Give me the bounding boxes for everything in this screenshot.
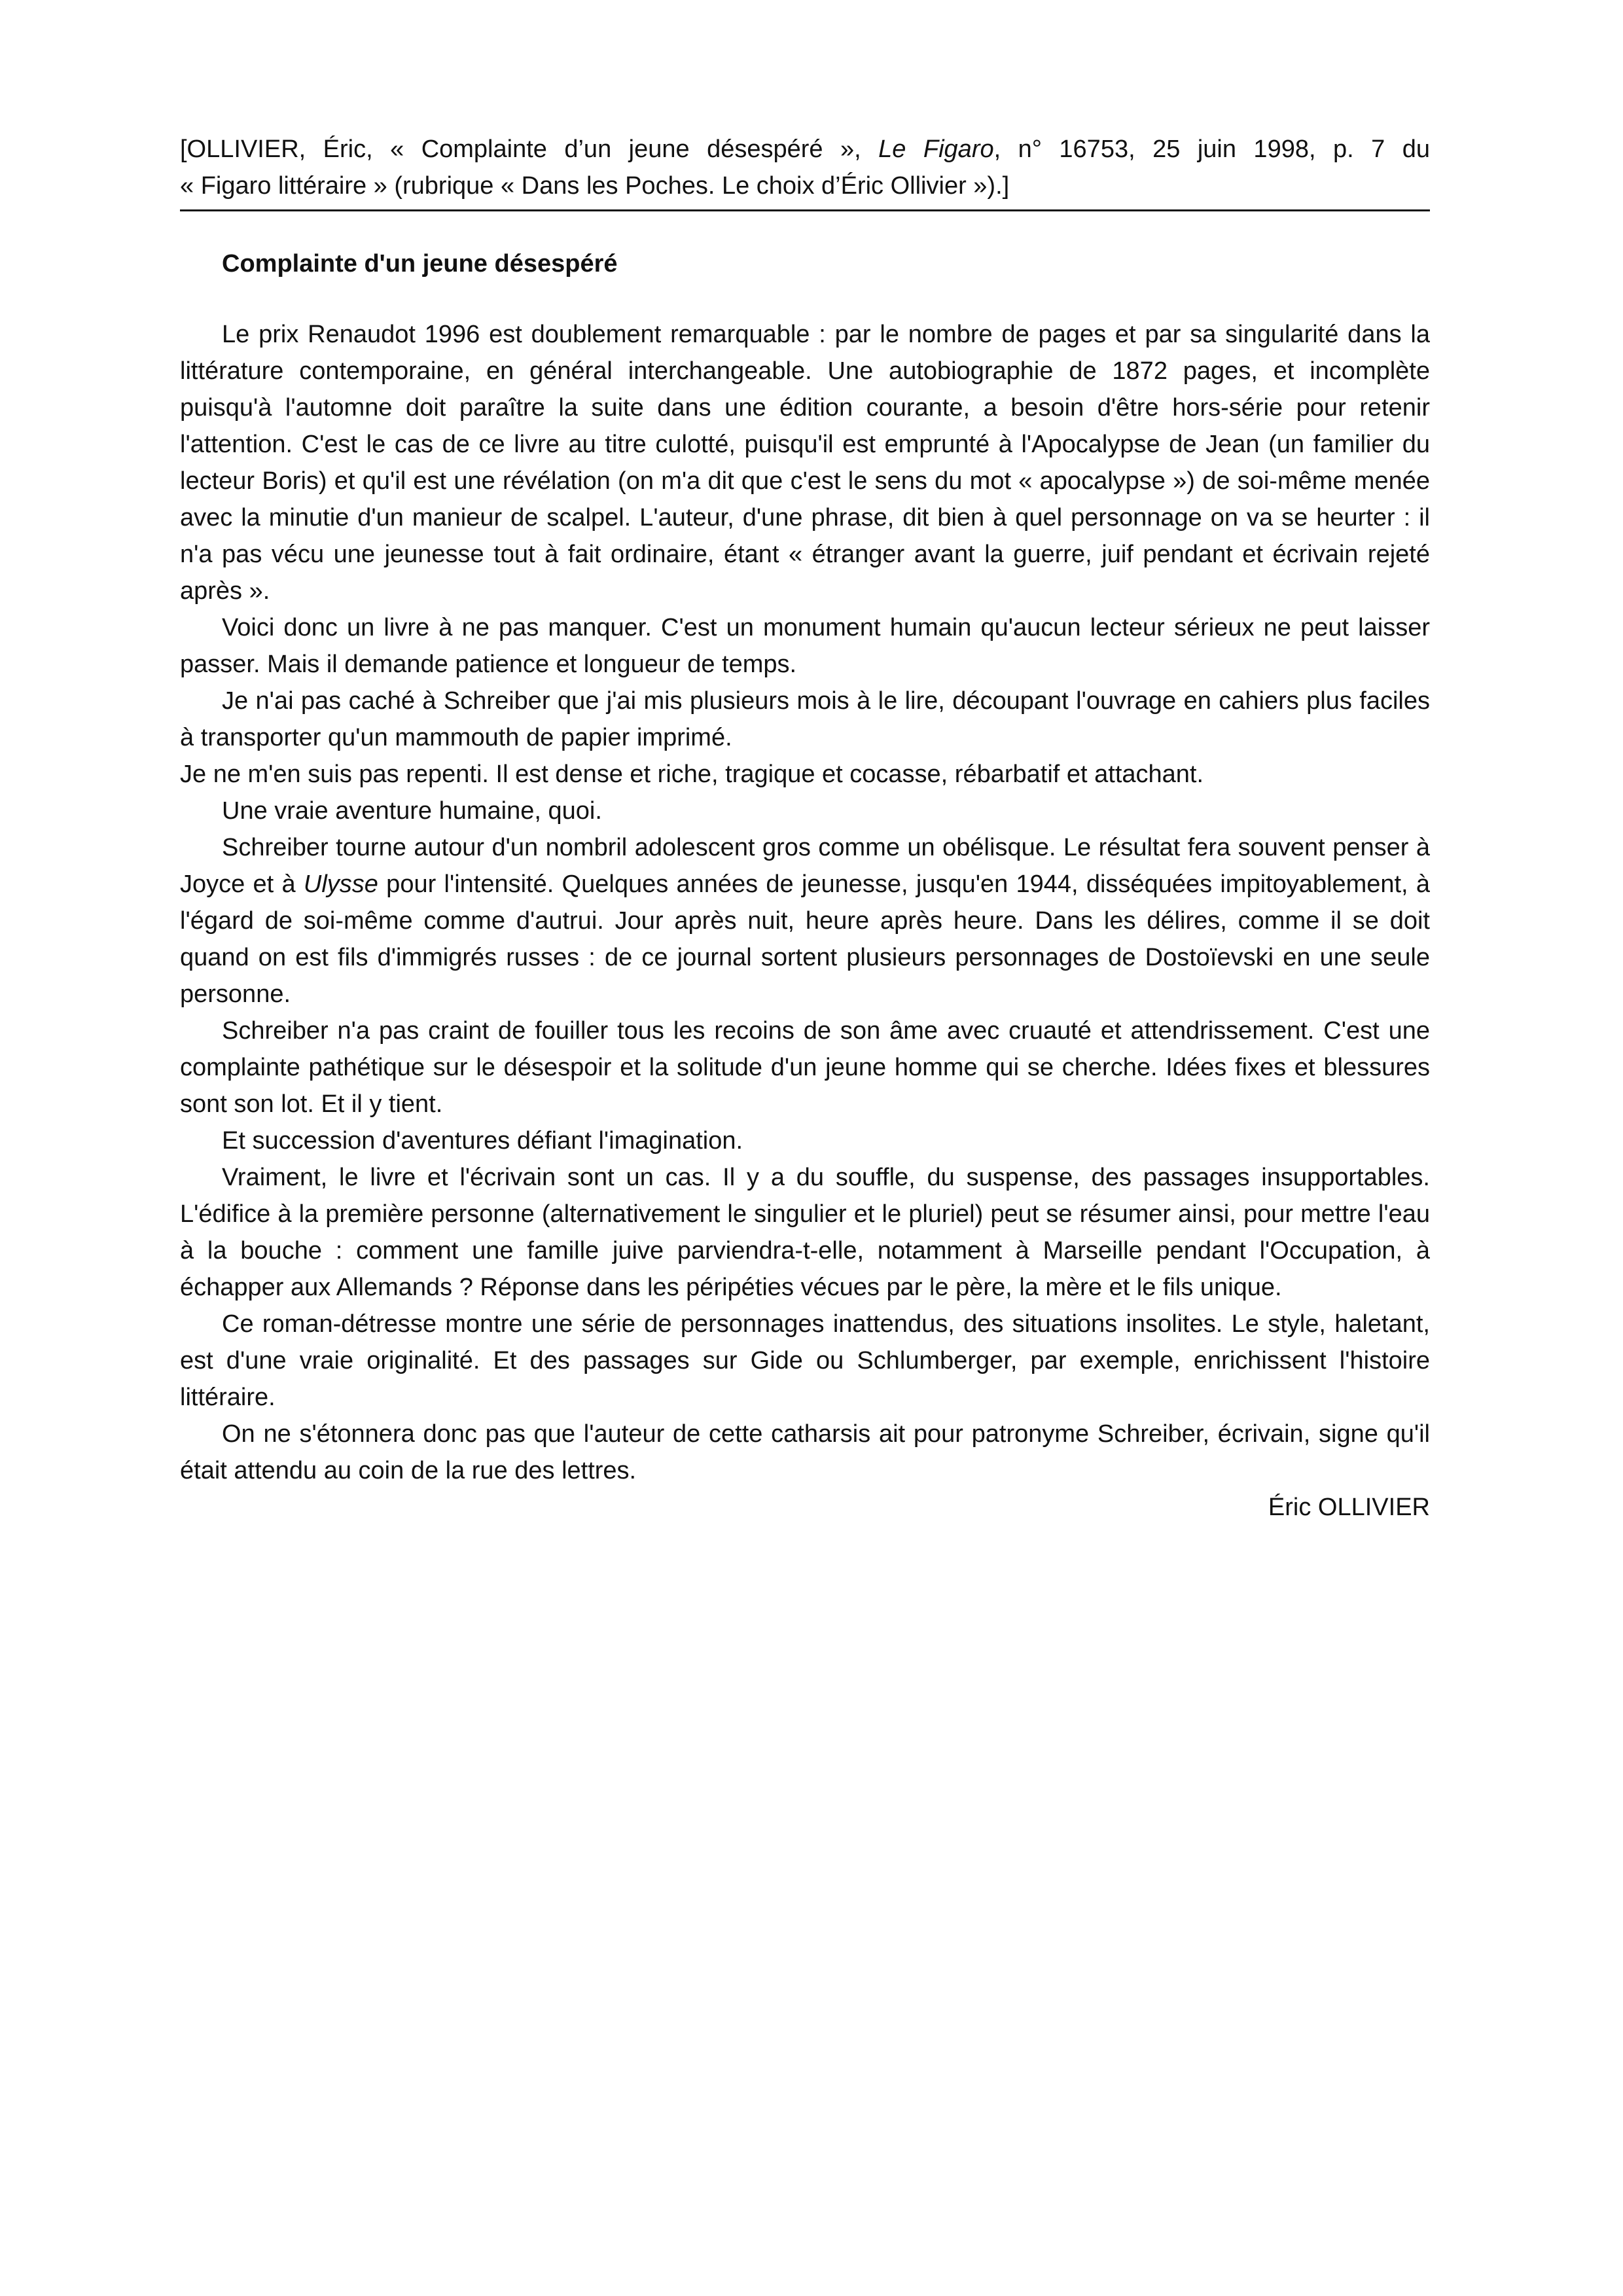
article-body bbox=[180, 316, 1430, 1526]
paragraph: Une vraie aventure humaine, quoi. bbox=[222, 797, 602, 825]
paragraph: Et succession d'aventures défiant l'imagination. bbox=[222, 1127, 743, 1155]
paragraph: On ne s'étonnera donc pas que l'auteur de cette catharsis ait pour patronyme Schreiber, écrivain, signe qu'il était attendu au coin de la rue des lettres. bbox=[180, 1420, 1430, 1484]
paragraph: Je ne m'en suis pas repenti. Il est dense et riche, tragique et cocasse, rébarbatif et attachant. bbox=[180, 761, 1204, 788]
paragraph bbox=[180, 829, 1430, 1013]
document-page bbox=[180, 131, 1430, 1526]
newspaper-title: Le Figaro bbox=[878, 135, 994, 163]
article-title: Complainte d'un jeune désespéré bbox=[222, 250, 618, 278]
paragraph-text: pour l'intensité. Quelques années de jeunesse, jusqu'en 1944, disséquées impitoyablement, à l'égard de soi-même comme d'autrui. Jour après nuit, heure après heure. Dans les délires, comme il se doit quand on est fils d'immigrés russes : de ce journal sortent plusieurs personnages de Dostoïevski en une seule personne. bbox=[180, 870, 1431, 1008]
paragraph: Voici donc un livre à ne pas manquer. C'est un monument humain qu'aucun lecteur sérieux ne peut laisser passer. Mais il demande patience et longueur de temps. bbox=[180, 614, 1430, 678]
paragraph: Ce roman-détresse montre une série de personnages inattendus, des situations insolites. Le style, haletant, est d'une vraie originalité. Et des passages sur Gide ou Schlumberger, par exemple, enrichissent l'histoire littéraire. bbox=[180, 1310, 1430, 1411]
book-title: Ulysse bbox=[303, 870, 378, 898]
author-signature: Éric OLLIVIER bbox=[1268, 1494, 1430, 1521]
bibliographic-citation bbox=[180, 131, 1430, 211]
paragraph-text: Schreiber tourne autour d'un nombril adolescent gros comme un obélisque. Le résultat fera souvent penser à Joyce et à bbox=[180, 834, 1430, 898]
citation-line-2: « Figaro littéraire » (rubrique « Dans les Poches. Le choix d’Éric Ollivier »).] bbox=[180, 172, 1010, 200]
paragraph: Schreiber n'a pas craint de fouiller tous les recoins de son âme avec cruauté et attendrissement. C'est une complainte pathétique sur le désespoir et la solitude d'un jeune homme qui se cherche. Idées fixes et blessures sont son lot. Et il y tient. bbox=[180, 1017, 1430, 1118]
paragraph: Je n'ai pas caché à Schreiber que j'ai mis plusieurs mois à le lire, découpant l'ouvrage en cahiers plus faciles à transporter qu'un mammouth de papier imprimé. bbox=[180, 687, 1430, 751]
paragraph: Le prix Renaudot 1996 est doublement remarquable : par le nombre de pages et par sa singularité dans la littérature contemporaine, en général interchangeable. Une autobiographie de 1872 pages, et incomplète puisqu'à l'automne doit paraître la suite dans une édition courante, a besoin d'être hors-série pour retenir l'attention. C'est le cas de ce livre au titre culotté, puisqu'il est emprunté à l'Apocalypse de Jean (un familier du lecteur Boris) et qu'il est une révélation (on m'a dit que c'est le sens du mot « apocalypse ») de soi-même menée avec la minutie d'un manieur de scalpel. L'auteur, d'une phrase, dit bien à quel personnage on va se heurter : il n'a pas vécu une jeunesse tout à fait ordinaire, étant « étranger avant la guerre, juif pendant et écrivain rejeté après ». bbox=[180, 321, 1430, 605]
paragraph: Vraiment, le livre et l'écrivain sont un cas. Il y a du souffle, du suspense, des passages insupportables. L'édifice à la première personne (alternativement le singulier et le pluriel) peut se résumer ainsi, pour mettre l'eau à la bouche : comment une famille juive parviendra-t-elle, notamment à Marseille pendant l'Occupation, à échapper aux Allemands ? Réponse dans les péripéties vécues par le père, la mère et le fils unique. bbox=[180, 1164, 1430, 1301]
citation-text: [OLLIVIER, Éric, « Complainte d’un jeune désespéré », bbox=[180, 135, 879, 163]
citation-line-1 bbox=[180, 131, 1430, 168]
citation-text: , n° 16753, 25 juin 1998, p. 7 du bbox=[993, 135, 1430, 163]
